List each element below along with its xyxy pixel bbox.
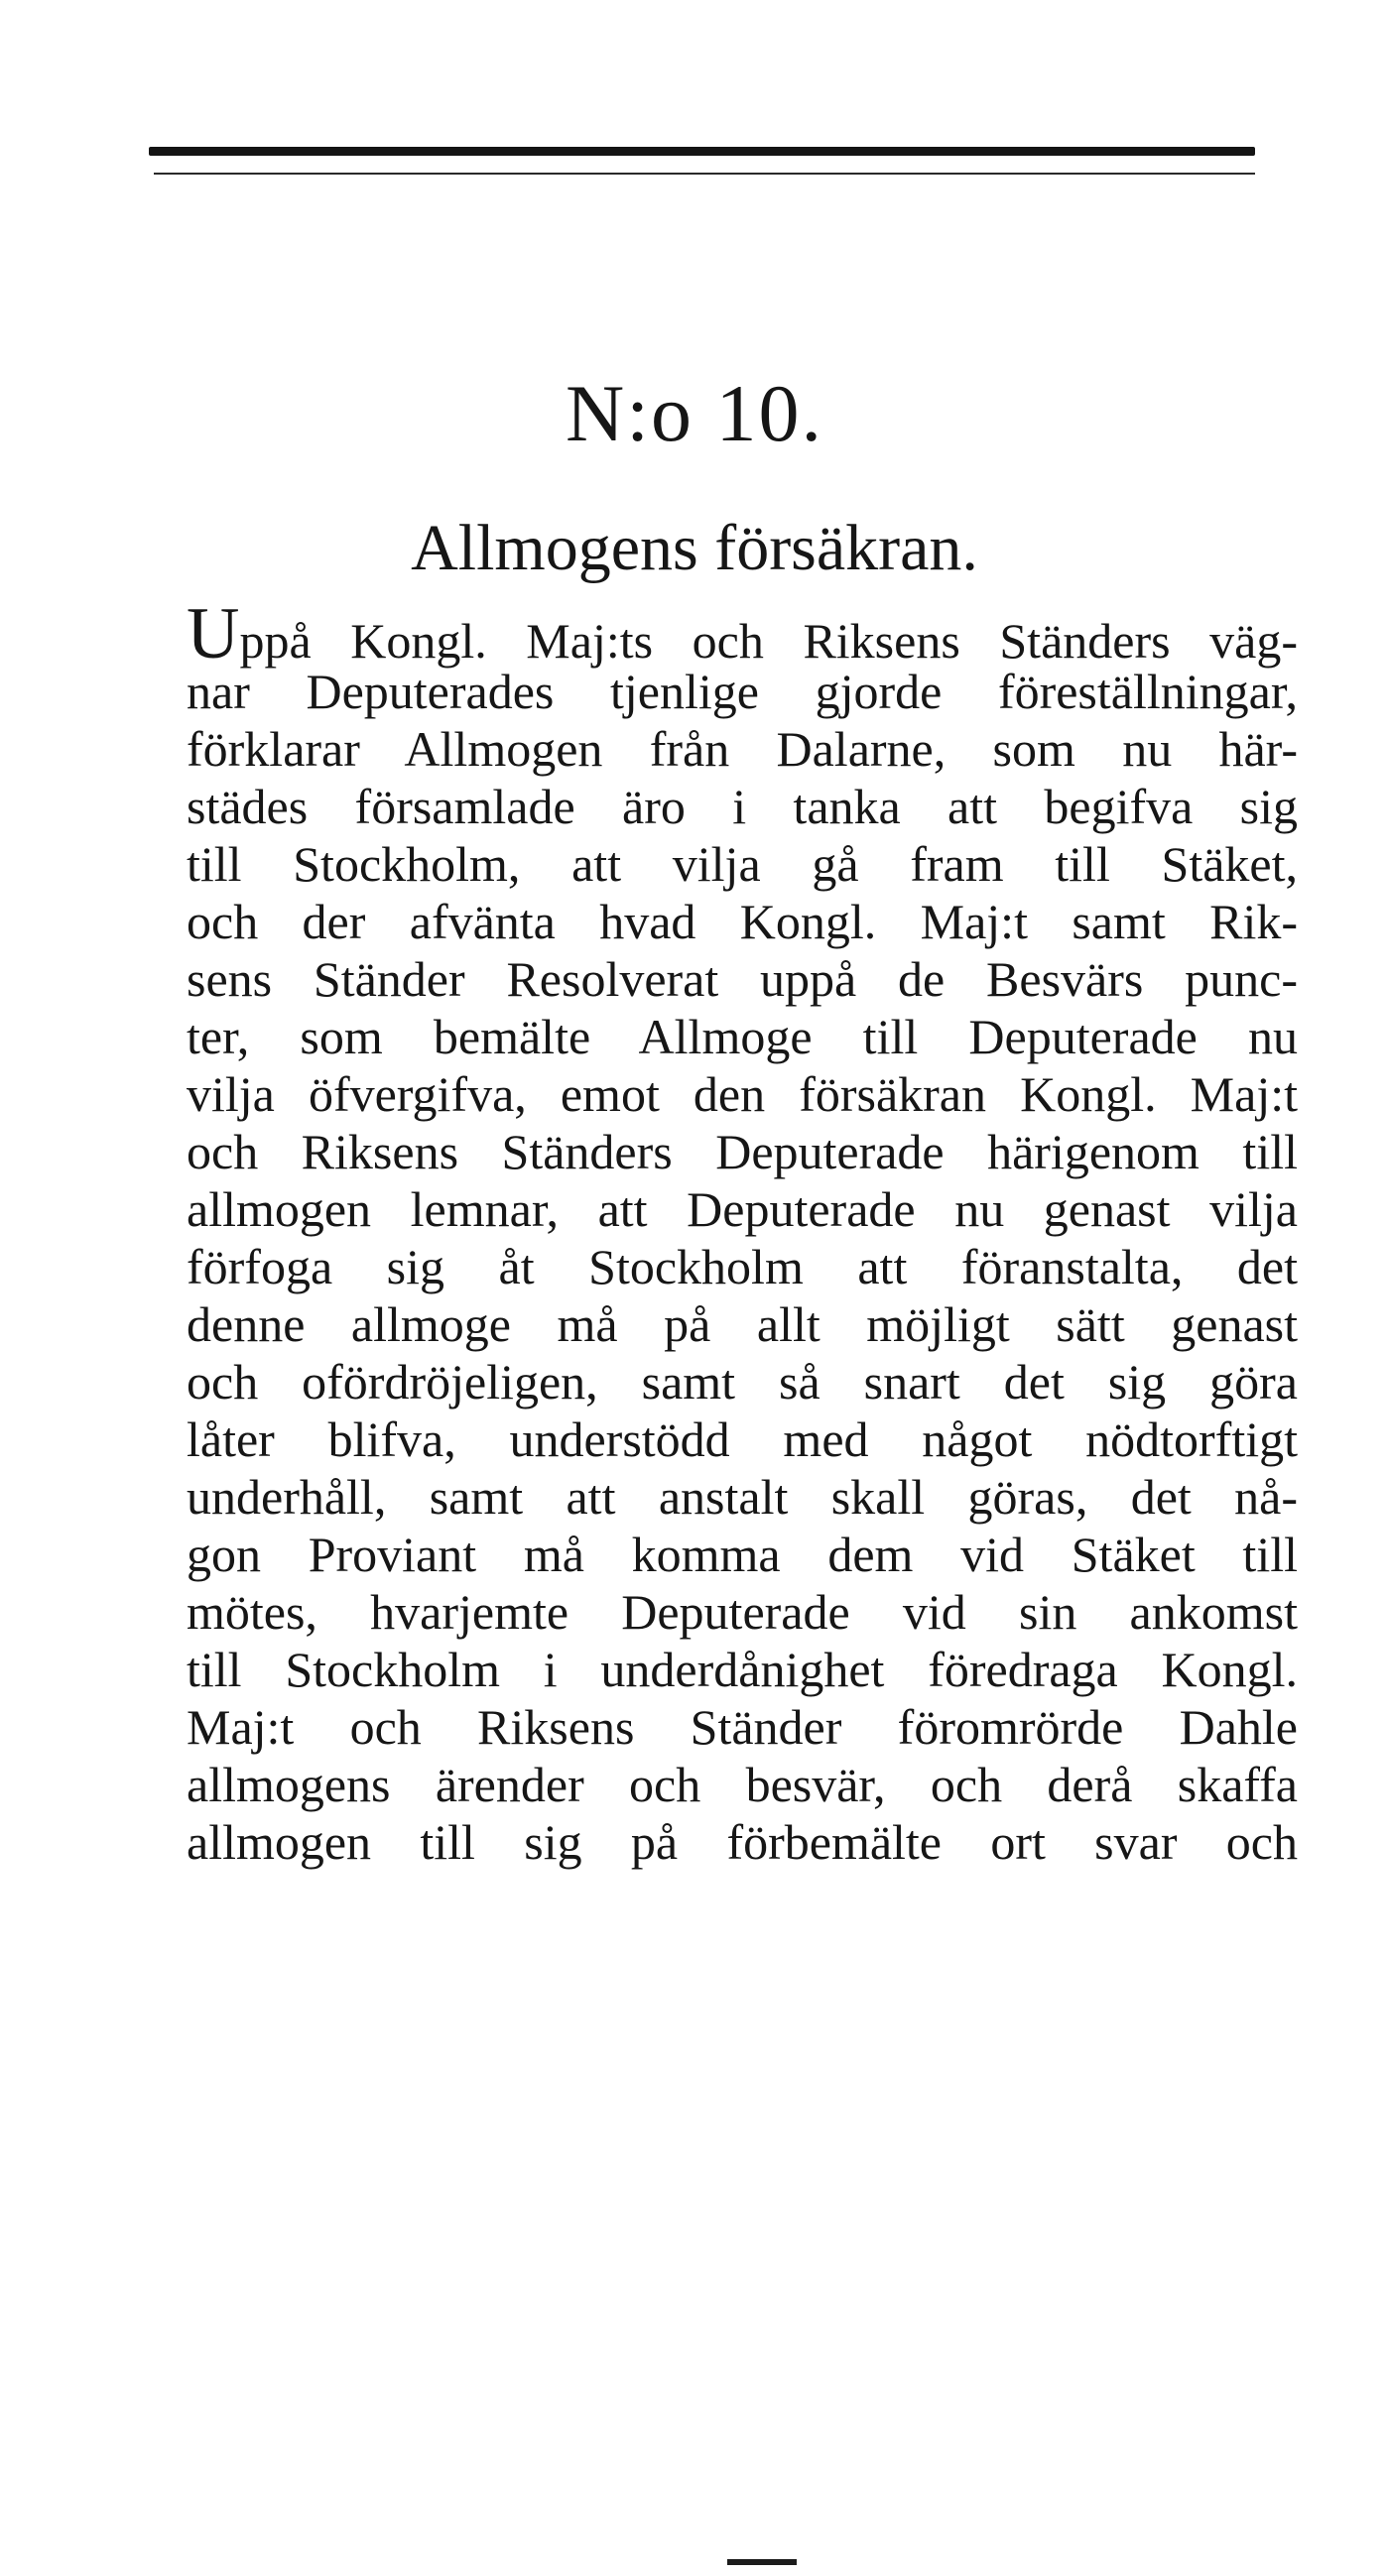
text-line: till Stockholm, att vilja gå fram till Stäket, bbox=[187, 836, 1298, 892]
text-line: Maj:t och Riksens Ständer föromrörde Dahle bbox=[187, 1699, 1298, 1755]
text-line: underhåll, samt att anstalt skall göras, det nå- bbox=[187, 1469, 1298, 1525]
text-line: gon Proviant må komma dem vid Stäket till bbox=[187, 1527, 1298, 1582]
text-line: vilja öfvergifva, emot den försäkran Kongl. Maj:t bbox=[187, 1066, 1298, 1122]
text-line: förklarar Allmogen från Dalarne, som nu här- bbox=[187, 721, 1298, 777]
text-line: allmogen till sig på förbemälte ort svar och bbox=[187, 1814, 1298, 1870]
drop-cap: U bbox=[187, 593, 240, 675]
document-number-heading: N:o 10. bbox=[566, 368, 823, 458]
text-line: nar Deputerades tjenlige gjorde föreställningar, bbox=[187, 664, 1298, 719]
text-line: och der afvänta hvad Kongl. Maj:t samt Rik- bbox=[187, 894, 1298, 949]
text-line: sens Ständer Resolverat uppå de Besvärs punc- bbox=[187, 951, 1298, 1007]
text-line: och Riksens Ständers Deputerade härigenom till bbox=[187, 1124, 1298, 1179]
text-line: till Stockholm i underdånighet föredraga Kongl. bbox=[187, 1642, 1298, 1697]
top-rule-thin bbox=[154, 173, 1255, 175]
text-line: ter, som bemälte Allmoge till Deputerade nu bbox=[187, 1009, 1298, 1064]
top-rule-thick bbox=[149, 147, 1255, 156]
text-line: städes församlade äro i tanka att begifva sig bbox=[187, 779, 1298, 834]
text-line: låter blifva, understödd med något nödtorftigt bbox=[187, 1411, 1298, 1467]
text-line: allmogen lemnar, att Deputerade nu genast vilja bbox=[187, 1181, 1298, 1237]
text-line: förfoga sig åt Stockholm att föranstalta, det bbox=[187, 1239, 1298, 1294]
text-line: allmogens ärender och besvär, och derå skaffa bbox=[187, 1757, 1298, 1812]
document-subtitle: Allmogens försäkran. bbox=[411, 512, 978, 584]
body-text bbox=[187, 593, 1298, 1871]
bottom-rule-fragment bbox=[727, 2559, 797, 2565]
text-line: och ofördröjeligen, samt så snart det sig göra bbox=[187, 1354, 1298, 1410]
text-line: Uppå Kongl. Maj:ts och Riksens Ständers väg- bbox=[187, 593, 1298, 675]
text-line: mötes, hvarjemte Deputerade vid sin ankomst bbox=[187, 1584, 1298, 1640]
text-line: denne allmoge må på allt möjligt sätt genast bbox=[187, 1296, 1298, 1352]
